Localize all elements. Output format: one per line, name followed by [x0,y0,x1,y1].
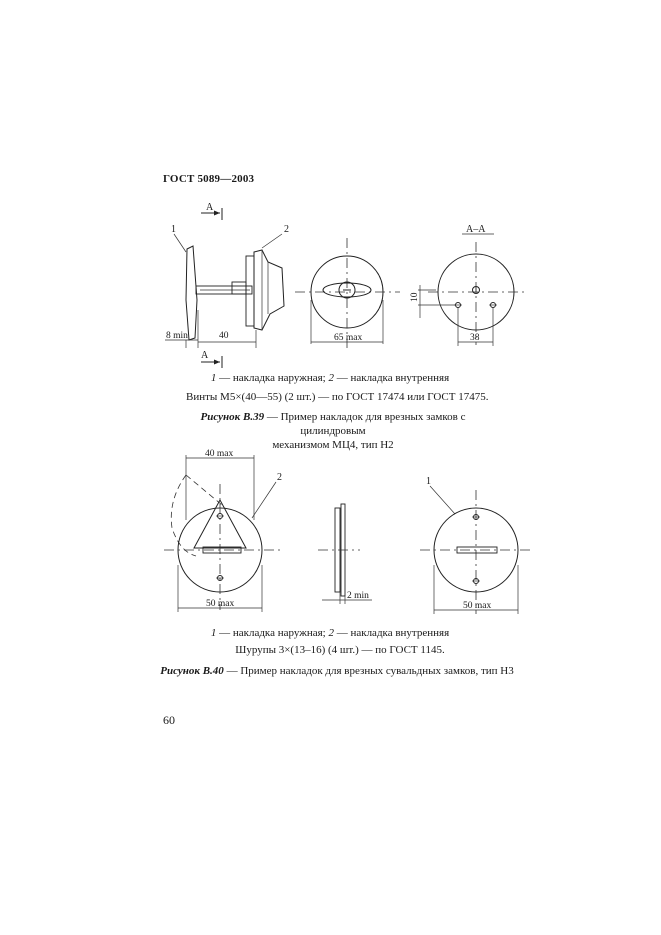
dim-65max: 65 max [334,333,363,343]
dim-50max-right: 50 max [463,601,492,611]
fig40-legend-num-1: 1 [210,627,217,639]
callout-2: 2 [284,224,289,235]
fig40-legend-num-2: 2 [328,627,334,639]
dim-40max: 40 max [205,449,234,459]
fig40-title-label: Рисунок В.40 [160,665,224,677]
section-view-title: А–А [466,224,486,235]
page-number: 60 [163,713,175,727]
dim-38: 38 [470,333,480,343]
fig39-fasteners: Винты М5×(40—55) (2 шт.) — по ГОСТ 17474 или ГОСТ 17475. [186,391,489,403]
dim-10: 10 [410,292,420,302]
section-label-top: А [206,202,214,213]
fig39-legend-num-1: 1 [210,372,217,384]
fig39-title-line1: — Пример накладок для врезных замков с цилиндровым [264,411,466,437]
fig39-title-label: Рисунок В.39 [200,411,265,423]
callout-2-fig40: 2 [277,472,282,483]
fig40-legend-text-2: — накладка внутренняя [333,627,450,639]
fig39-legend-text-1: — накладка наружная; [216,372,329,384]
fig40-title-line1: — Пример накладок для врезных сувальдных замков, тип Н3 [223,665,514,677]
fig39-legend-num-2: 2 [328,372,334,384]
dim-50max-left: 50 max [206,599,235,609]
callout-1-fig40: 1 [426,476,431,487]
callout-1: 1 [171,224,176,235]
fig40-title [152,664,522,678]
document-header: ГОСТ 5089—2003 [163,173,255,185]
fig39-title-line2: механизмом МЦ4, тип Н2 [272,439,394,451]
fig40-legend-text-1: — накладка наружная; [216,627,329,639]
section-label-bottom: А [201,350,209,361]
fig40-legend [180,627,480,639]
fig40-fasteners: Шурупы 3×(13–16) (4 шт.) — по ГОСТ 1145. [235,644,445,656]
dim-8min: 8 min [166,331,188,341]
dim-2min: 2 min [347,591,369,601]
dim-40: 40 [219,331,229,341]
fig39-legend-text-2: — накладка внутренняя [333,372,450,384]
